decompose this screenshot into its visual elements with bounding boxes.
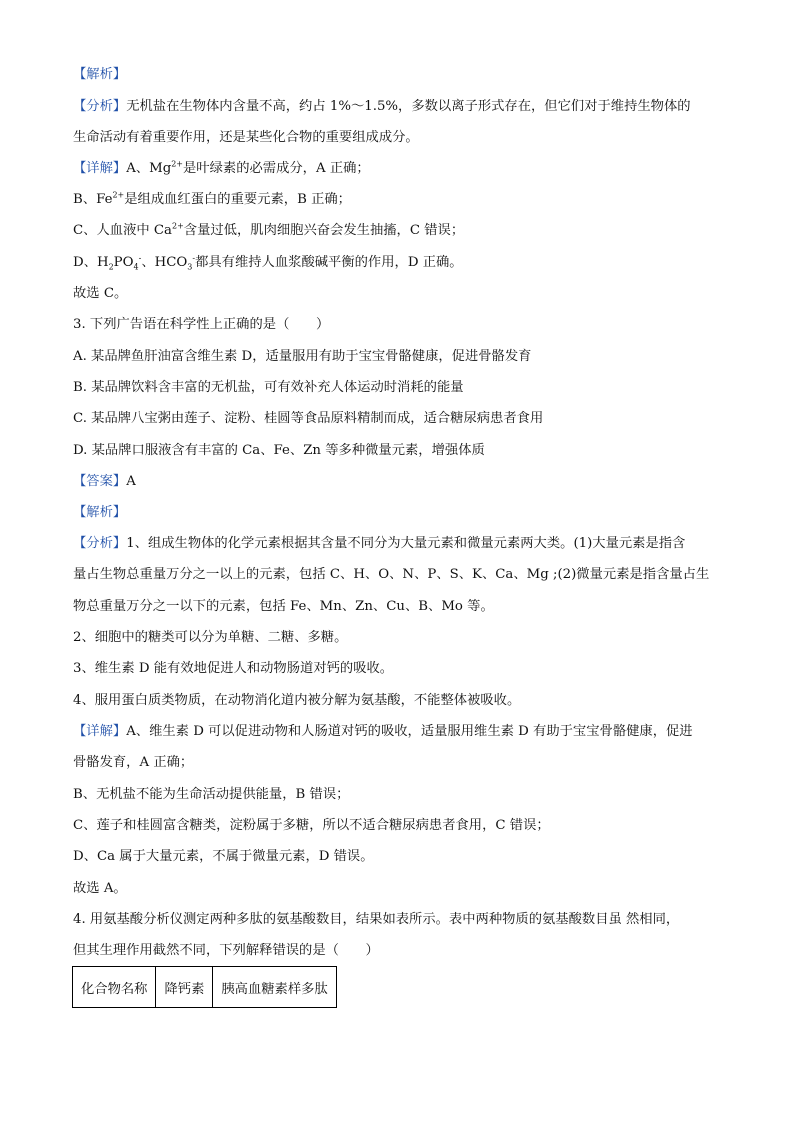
- text: PO: [113, 255, 134, 270]
- text: 是组成血红蛋白的重要元素，B 正确；: [124, 192, 351, 207]
- detail-option-c: [73, 222, 464, 240]
- detail-option-a: [73, 723, 693, 741]
- superscript: -: [138, 253, 142, 263]
- analysis-paragraph: [73, 535, 685, 553]
- question-3-option-b: B. 某品牌饮料含丰富的无机盐，可有效补充人体运动时消耗的能量: [73, 380, 464, 395]
- superscript: 2+: [172, 221, 184, 231]
- detail-option-c: C、莲子和桂圆富含糖类，淀粉属于多糖，所以不适合糖尿病患者食用，C 错误；: [73, 818, 550, 833]
- analysis-point-4: 4、服用蛋白质类物质，在动物消化道内被分解为氨基酸，不能整体被吸收。: [73, 693, 521, 708]
- question-3-option-a: A. 某品牌鱼肝油富含维生素 D，适量服用有助于宝宝骨骼健康，促进骨骼发育: [73, 349, 532, 364]
- detail-option-a: [73, 160, 370, 178]
- answer-value: A: [126, 474, 136, 489]
- superscript: 2+: [112, 190, 125, 200]
- analysis-paragraph: [73, 98, 691, 116]
- analysis-text: 1、组成生物体的化学元素根据其含量不同分为大量元素和微量元素两大类。(1)大量元素是指含: [126, 536, 686, 551]
- subscript: 2: [108, 262, 114, 272]
- section-heading-analysis: 【解析】: [73, 67, 127, 82]
- subscript: 3: [187, 262, 193, 272]
- analysis-text-2: 生命活动有着重要作用，还是某些化合物的重要组成成分。: [73, 130, 419, 145]
- detail-text: A、维生素 D 可以促进动物和人肠道对钙的吸收，适量服用维生素 D 有助于宝宝骨骼健康，促进: [126, 724, 693, 739]
- analysis-text: 量占生物总重量万分之一以上的元素，包括 C、H、O、N、P、S、K、Ca、Mg ;(2)微量元素是指含量占生: [73, 567, 710, 582]
- detail-option-b: B、无机盐不能为生命活动提供能量，B 错误；: [73, 787, 350, 802]
- superscript: -: [192, 253, 196, 263]
- answer-line: [73, 473, 136, 491]
- answer-tag: 【答案】: [73, 474, 127, 489]
- conclusion: 故选 C。: [73, 286, 128, 301]
- amino-acid-table: [72, 966, 337, 1008]
- text: 、HCO: [141, 255, 188, 270]
- detail-option-b: [73, 191, 351, 209]
- table-header-cell: 胰高血糖素样多肽: [213, 967, 336, 1008]
- analysis-text-1: 无机盐在生物体内含量不高，约占 1%～1.5%，多数以离子形式存在，但它们对于维持生物体的: [126, 99, 691, 114]
- analysis-point-2: 2、细胞中的糖类可以分为单糖、二糖、多糖。: [73, 630, 348, 645]
- table-header-cell: 降钙素: [156, 967, 213, 1008]
- section-heading-analysis: 【解析】: [73, 505, 127, 520]
- table-header-cell: 化合物名称: [73, 967, 156, 1008]
- table-row: [73, 967, 337, 1008]
- question-3-stem: 3. 下列广告语在科学性上正确的是（ ）: [73, 317, 330, 332]
- conclusion: 故选 A。: [73, 881, 127, 896]
- question-3-option-c: C. 某品牌八宝粥由莲子、淀粉、桂圆等食品原料精制而成，适合糖尿病患者食用: [73, 411, 544, 426]
- text: D、H: [73, 255, 109, 270]
- analysis-point-3: 3、维生素 D 能有效地促进人和动物肠道对钙的吸收。: [73, 661, 394, 676]
- text: 都具有维持人血浆酸碱平衡的作用，D 正确。: [195, 255, 463, 270]
- analysis-tag: 【分析】: [73, 536, 127, 551]
- text: 含量过低，肌肉细胞兴奋会发生抽搐，C 错误；: [183, 223, 465, 238]
- text: C、人血液中 Ca: [73, 223, 172, 238]
- question-4-stem: 4. 用氨基酸分析仪测定两种多肽的氨基酸数目，结果如表所示。表中两种物质的氨基酸数目虽 然相同，: [73, 912, 680, 927]
- detail-tag: 【详解】: [73, 161, 127, 176]
- question-4-stem: 但其生理作用截然不同，下列解释错误的是（ ）: [73, 943, 379, 958]
- detail-tag: 【详解】: [73, 724, 127, 739]
- detail-text: 骨骼发育，A 正确；: [73, 755, 194, 770]
- detail-option-d: [73, 254, 463, 272]
- subscript: 4: [133, 262, 139, 272]
- question-3-option-d: D. 某品牌口服液含有丰富的 Ca、Fe、Zn 等多种微量元素，增强体质: [73, 443, 485, 458]
- text: A、Mg: [126, 161, 172, 176]
- detail-option-d: D、Ca 属于大量元素，不属于微量元素，D 错误。: [73, 849, 374, 864]
- text: B、Fe: [73, 192, 113, 207]
- text: 是叶绿素的必需成分，A 正确；: [183, 161, 370, 176]
- superscript: 2+: [171, 159, 184, 169]
- analysis-tag: 【分析】: [73, 99, 127, 114]
- analysis-text: 物总重量万分之一以下的元素，包括 Fe、Mn、Zn、Cu、B、Mo 等。: [73, 599, 494, 614]
